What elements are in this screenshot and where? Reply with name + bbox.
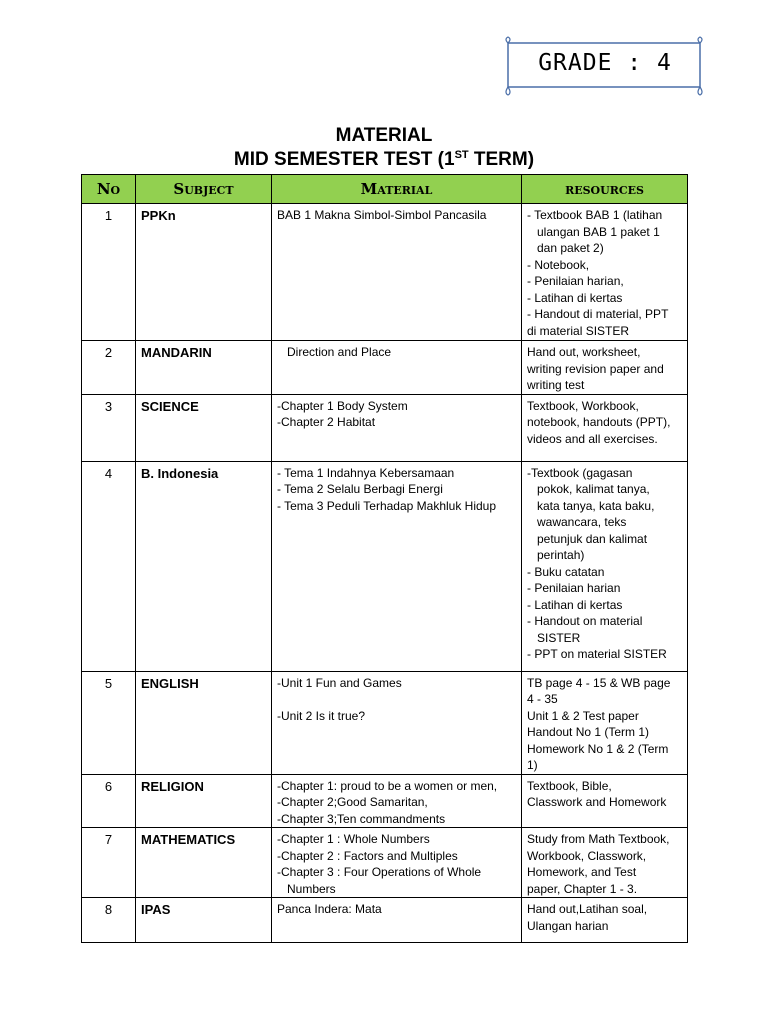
resource-line: - Latihan di kertas [527, 290, 623, 305]
resource-line: di material SISTER [527, 323, 630, 338]
row-number: 2 [82, 341, 136, 395]
resource-line: Homework, and Test [527, 865, 637, 879]
table-header-row [82, 175, 688, 204]
row-number: 8 [82, 898, 136, 943]
material-line: -Chapter 2 : Factors and Multiples [277, 848, 458, 863]
table-row [82, 774, 688, 828]
resource-line: ulangan BAB 1 paket 1 [537, 224, 660, 239]
subtitle-end: TERM) [468, 149, 535, 170]
table-row [82, 204, 688, 341]
material-line: BAB 1 Makna Simbol-Simbol Pancasila [277, 208, 487, 222]
row-number: 6 [82, 774, 136, 828]
subtitle-main: MID SEMESTER TEST (1 [233, 149, 455, 170]
resource-line: - Penilaian harian [527, 581, 621, 595]
resource-line: - PPT on material SISTER [527, 647, 667, 661]
material-line: -Chapter 1: proud to be a women or men, [277, 778, 498, 793]
resource-line: pokok, kalimat tanya, [537, 482, 650, 496]
subject-cell: RELIGION [136, 774, 272, 828]
material-line [277, 691, 521, 708]
resource-line: Handout No 1 (Term 1) [527, 725, 650, 739]
resource-line: petunjuk dan kalimat [537, 531, 648, 546]
resource-line: 1) [527, 758, 538, 772]
header-no: No [82, 175, 136, 204]
row-number: 1 [82, 204, 136, 341]
material-line: -Chapter 2 Habitat [277, 415, 376, 429]
material-line: -Unit 1 Fun and Games [277, 675, 402, 690]
resource-line: videos and all exercises. [527, 431, 658, 446]
subject-cell: MANDARIN [136, 341, 272, 395]
resources-cell [522, 341, 688, 395]
subject-cell: ENGLISH [136, 671, 272, 774]
table-row [82, 461, 688, 671]
subject-cell: IPAS [136, 898, 272, 943]
material-cell [272, 671, 522, 774]
header-material: Material [272, 175, 522, 204]
subject-cell: PPKn [136, 204, 272, 341]
resource-line: dan paket 2) [537, 241, 604, 255]
material-cell [272, 774, 522, 828]
material-line: -Chapter 2;Good Samaritan, [277, 795, 428, 809]
resource-line: perintah) [537, 548, 585, 562]
resource-line: -Textbook (gagasan [527, 465, 633, 480]
table-row [82, 394, 688, 461]
material-line: Direction and Place [287, 345, 392, 359]
table-row [82, 341, 688, 395]
resource-line: wawancara, teks [537, 515, 627, 529]
resources-cell [522, 461, 688, 671]
resource-line: Homework No 1 & 2 (Term [527, 741, 669, 756]
subject-cell: MATHEMATICS [136, 828, 272, 898]
material-table [81, 174, 688, 943]
page-title: MATERIAL [335, 125, 433, 146]
resource-line: Hand out, worksheet, [527, 345, 641, 359]
material-line: - Tema 3 Peduli Terhadap Makhluk Hidup [277, 498, 497, 513]
row-number: 3 [82, 394, 136, 461]
resources-cell [522, 671, 688, 774]
header-subject: Subject [136, 175, 272, 204]
material-cell [272, 898, 522, 943]
material-cell [272, 204, 522, 341]
table-row [82, 671, 688, 774]
resource-line: Workbook, Classwork, [527, 848, 647, 863]
subtitle-superscript: ST [454, 149, 469, 161]
table-row [82, 828, 688, 898]
resource-line: Textbook, Bible, [527, 778, 612, 793]
resource-line: - Handout di material, PPT [527, 307, 669, 321]
resource-line: Unit 1 & 2 Test paper [527, 708, 639, 723]
material-line: - Tema 2 Selalu Berbagi Energi [277, 482, 443, 496]
resource-line: 4 - 35 [527, 692, 558, 706]
grade-banner [500, 35, 710, 97]
header-resources: resources [522, 175, 688, 204]
material-line: -Chapter 1 Body System [277, 398, 408, 413]
resource-line: Hand out,Latihan soal, [527, 902, 648, 916]
material-line: Panca Indera: Mata [277, 902, 382, 916]
resource-line: - Textbook BAB 1 (latihan [527, 208, 663, 222]
row-number: 7 [82, 828, 136, 898]
resource-line: SISTER [537, 630, 581, 645]
table-row [82, 898, 688, 943]
resources-cell [522, 898, 688, 943]
resources-cell [522, 828, 688, 898]
subject-cell: SCIENCE [136, 394, 272, 461]
resources-cell [522, 774, 688, 828]
material-line: -Chapter 3;Ten commandments [277, 811, 446, 826]
material-cell [272, 461, 522, 671]
resources-cell [522, 394, 688, 461]
resource-line: - Penilaian harian, [527, 274, 624, 288]
resource-line: writing test [527, 378, 585, 392]
page-subtitle [0, 149, 768, 171]
material-line: -Chapter 3 : Four Operations of Whole [277, 865, 482, 879]
resource-line: - Buku catatan [527, 564, 605, 579]
material-cell [272, 828, 522, 898]
material-cell [272, 394, 522, 461]
resource-line: Classwork and Homework [527, 795, 667, 809]
row-number: 5 [82, 671, 136, 774]
resource-line: notebook, handouts (PPT), [527, 415, 671, 429]
material-line: - Tema 1 Indahnya Kebersamaan [277, 465, 455, 480]
resource-line: - Handout on material [527, 614, 643, 628]
material-cell [272, 341, 522, 395]
resource-line: Textbook, Workbook, [527, 398, 639, 413]
resource-line: paper, Chapter 1 - 3. [527, 881, 638, 896]
resources-cell [522, 204, 688, 341]
resource-line: Ulangan harian [527, 918, 609, 933]
resource-line: - Latihan di kertas [527, 597, 623, 612]
row-number: 4 [82, 461, 136, 671]
material-line: -Unit 2 Is it true? [277, 709, 366, 723]
material-line: -Chapter 1 : Whole Numbers [277, 832, 430, 846]
resource-line: - Notebook, [527, 257, 590, 272]
resource-line: writing revision paper and [527, 361, 664, 376]
material-line: Numbers [287, 881, 336, 896]
grade-label: GRADE : 4 [538, 50, 672, 76]
resource-line: kata tanya, kata baku, [537, 498, 655, 513]
resource-line: TB page 4 - 15 & WB page [527, 675, 671, 690]
resource-line: Study from Math Textbook, [527, 832, 670, 846]
subject-cell: B. Indonesia [136, 461, 272, 671]
